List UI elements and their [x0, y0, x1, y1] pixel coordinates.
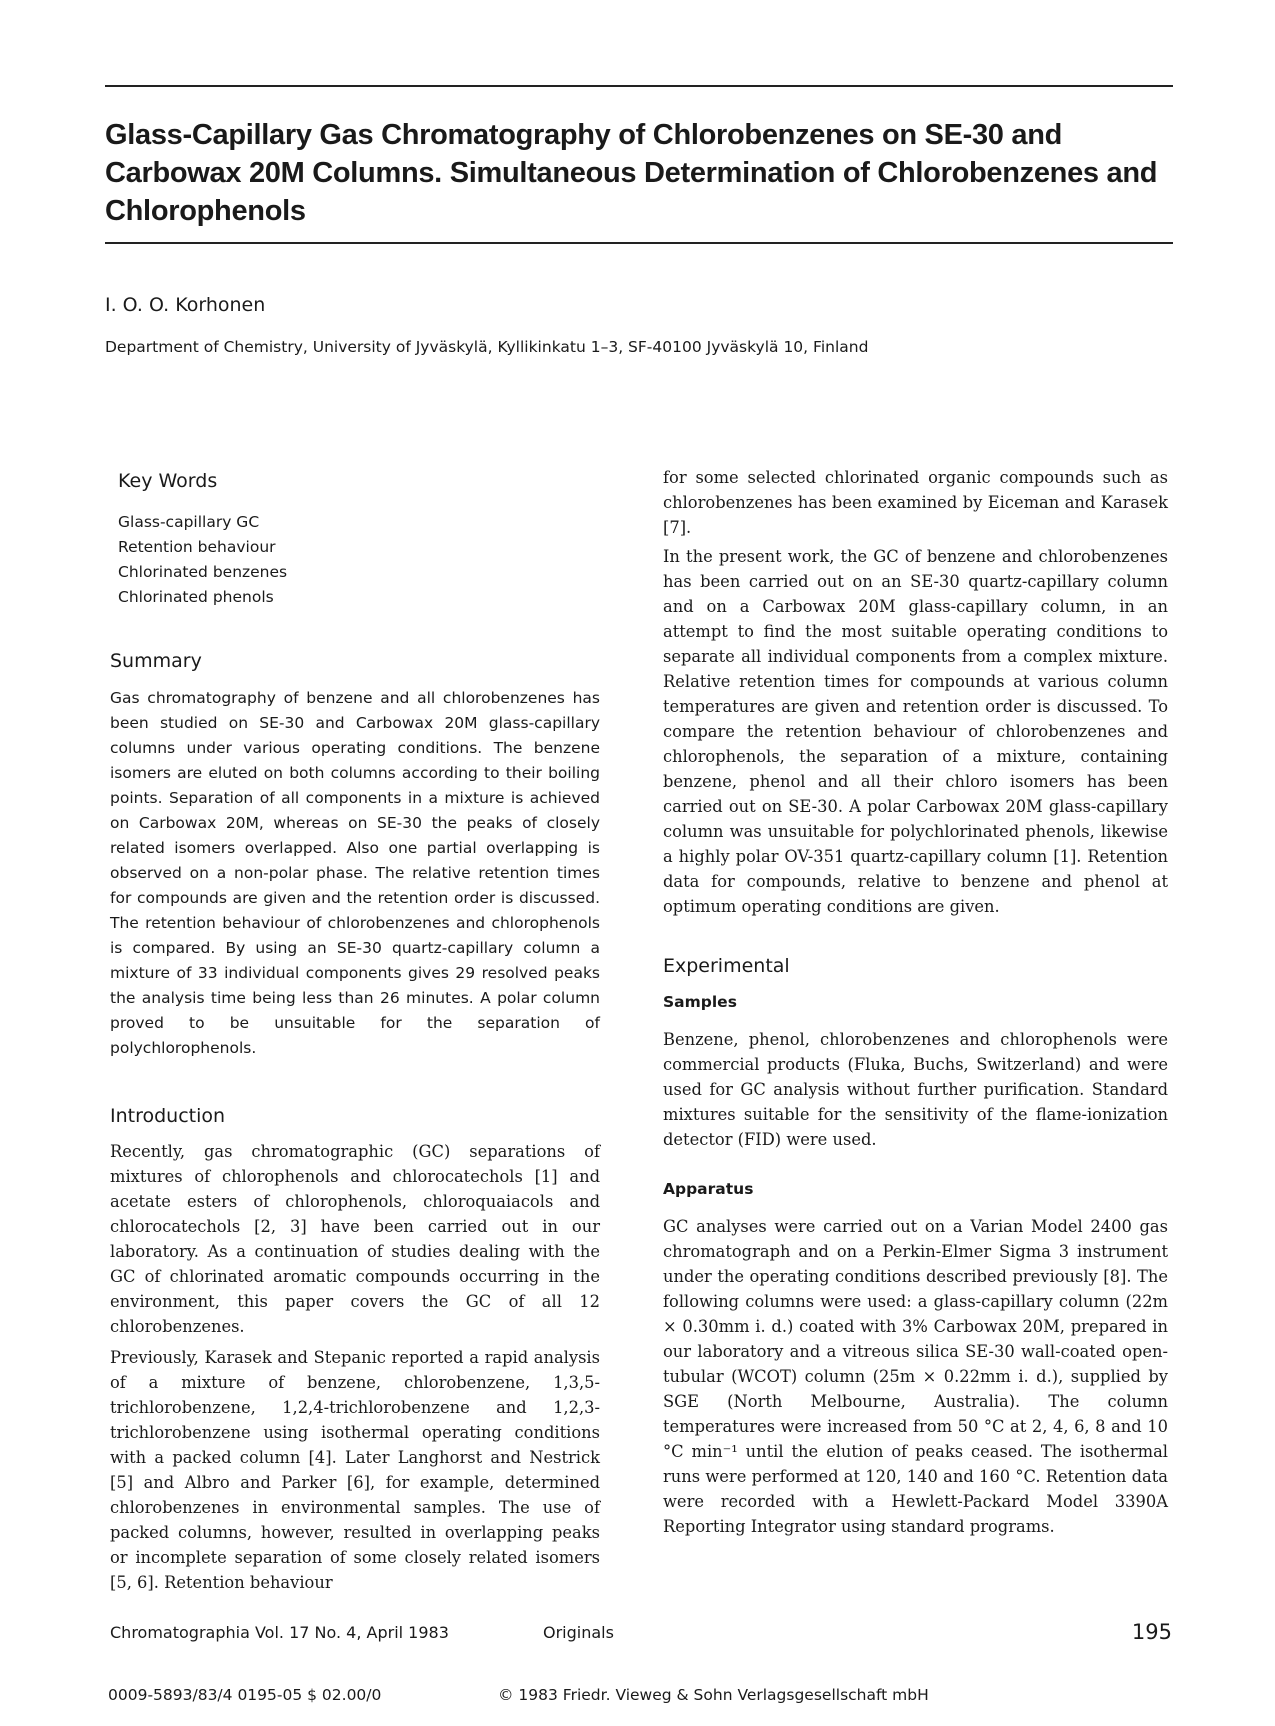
introduction-paragraph-2: Previously, Karasek and Stepanic reported a rapid analysis of a mixture of benzene, chlorobenzene, 1,3,5-trichlorobenzene, 1,2,4-trichlorobenzene and 1,2,3-trichlorobenzene using isothermal operating conditions with a packed column [4]. Later Langhorst and Nestrick [5] and Albro and Parker [6], for example, determined chlorobenzenes in environmental samples. The use of packed columns, however, resulted in overlapping peaks or incomplete separation of some closely related isomers [5, 6]. Retention behaviour: [110, 1348, 600, 1592]
key-word: Glass-capillary GC: [118, 513, 260, 531]
experimental-section: [663, 955, 1168, 1539]
samples-text: Benzene, phenol, chlorobenzenes and chlorophenols were commercial products (Fluka, Buchs, Switzerland) and were used for GC analysis without further purification. Standard mixtures suitable for the sensitivity of the flame-ionization detector (FID) were used.: [663, 1030, 1168, 1149]
key-words-heading: Key Words: [118, 470, 218, 492]
footer-issn: 0009-5893/83/4 0195-05 $ 02.00/0: [108, 1686, 382, 1704]
introduction-paragraph-3: In the present work, the GC of benzene and chlorobenzenes has been carried out on an SE-30 quartz-capillary column and on a Carbowax 20M glass-capillary column, in an attempt to find the most suitable operating conditions to separate all individual components from a complex mixture. Relative retention times for compounds at various column temperatures are given and retention order is discussed. To compare the retention behaviour of chlorobenzenes and chlorophenols, the separation of a mixture, containing benzene, phenol and all their chloro isomers has been carried out on SE-30. A polar Carbowax 20M glass-capillary column was unsuitable for polychlorinated phenols, likewise a highly polar OV-351 quartz-capillary column [1]. Retention data for compounds, relative to benzene and phenol at optimum operating conditions are given.: [663, 547, 1168, 916]
title-rule: [105, 242, 1173, 244]
apparatus-text: GC analyses were carried out on a Varian Model 2400 gas chromatograph and on a Perkin-Elmer Sigma 3 instrument under the operating conditions described previously [8]. The following columns were used: a glass-capillary column (22m × 0.30mm i. d.) coated with 3% Carbowax 20M, prepared in our laboratory and a vitreous silica SE-30 wall-coated open-tubular (WCOT) column (25m × 0.22mm i. d.), supplied by SGE (North Melbourne, Australia). The column temperatures were increased from 50 °C at 2, 4, 6, 8 and 10 °C min⁻¹ until the elution of peaks ceased. The isothermal runs were performed at 120, 140 and 160 °C. Retention data were recorded with a Hewlett-Packard Model 3390A Reporting Integrator using standard programs.: [663, 1217, 1168, 1536]
key-words-list: [118, 510, 600, 610]
footer-section: Originals: [543, 1623, 614, 1642]
key-word: Retention behaviour: [118, 538, 276, 556]
right-column: [663, 465, 1168, 1539]
introduction-heading: Introduction: [110, 1105, 226, 1127]
page-number: 195: [1131, 1620, 1172, 1644]
top-rule: [105, 85, 1173, 87]
introduction-section: [110, 1105, 600, 1595]
apparatus-heading: Apparatus: [663, 1180, 754, 1198]
key-word: Chlorinated phenols: [118, 588, 274, 606]
introduction-paragraph-1: Recently, gas chromatographic (GC) separations of mixtures of chlorophenols and chlorocatechols [1] and acetate esters of chlorophenols, chloroquaiacols and chlorocatechols [2, 3] have been carried out in our laboratory. As a continuation of studies dealing with the GC of chlorinated aromatic compounds occurring in the environment, this paper covers the GC of all 12 chlorobenzenes.: [110, 1142, 600, 1336]
affiliation: Department of Chemistry, University of Jyväskylä, Kyllikinkatu 1–3, SF-40100 Jyväskylä 10, Finland: [105, 338, 869, 356]
key-words-section: [118, 470, 600, 610]
summary-heading: Summary: [110, 650, 202, 672]
left-column: [110, 470, 600, 1595]
footer-copyright: © 1983 Friedr. Vieweg & Sohn Verlagsgesellschaft mbH: [498, 1686, 929, 1704]
key-word: Chlorinated benzenes: [118, 563, 288, 581]
samples-heading: Samples: [663, 993, 737, 1011]
experimental-heading: Experimental: [663, 955, 790, 977]
summary-text: Gas chromatography of benzene and all chlorobenzenes has been studied on SE-30 and Carbowax 20M glass-capillary columns under various operating conditions. The benzene isomers are eluted on both columns according to their boiling points. Separation of all components in a mixture is achieved on Carbowax 20M, whereas on SE-30 the peaks of closely related isomers overlapped. Also one partial overlapping is observed on a non-polar phase. The relative retention times for compounds are given and the retention order is discussed. The retention behaviour of chlorobenzenes and chlorophenols is compared. By using an SE-30 quartz-capillary column a mixture of 33 individual components gives 29 resolved peaks the analysis time being less than 26 minutes. A polar column proved to be unsuitable for the separation of polychlorophenols.: [110, 689, 600, 1057]
paper-title: Glass-Capillary Gas Chromatography of Chlorobenzenes on SE-30 and Carbowax 20M Columns. Simultaneous Determination of Chlorobenzenes and Chlorophenols: [105, 119, 1158, 227]
introduction-paragraph-2-continued: for some selected chlorinated organic compounds such as chlorobenzenes has been examined by Eiceman and Karasek [7].: [663, 468, 1168, 537]
summary-section: [110, 650, 600, 1061]
author: I. O. O. Korhonen: [105, 294, 266, 316]
footer-journal: Chromatographia Vol. 17 No. 4, April 1983: [110, 1623, 449, 1642]
